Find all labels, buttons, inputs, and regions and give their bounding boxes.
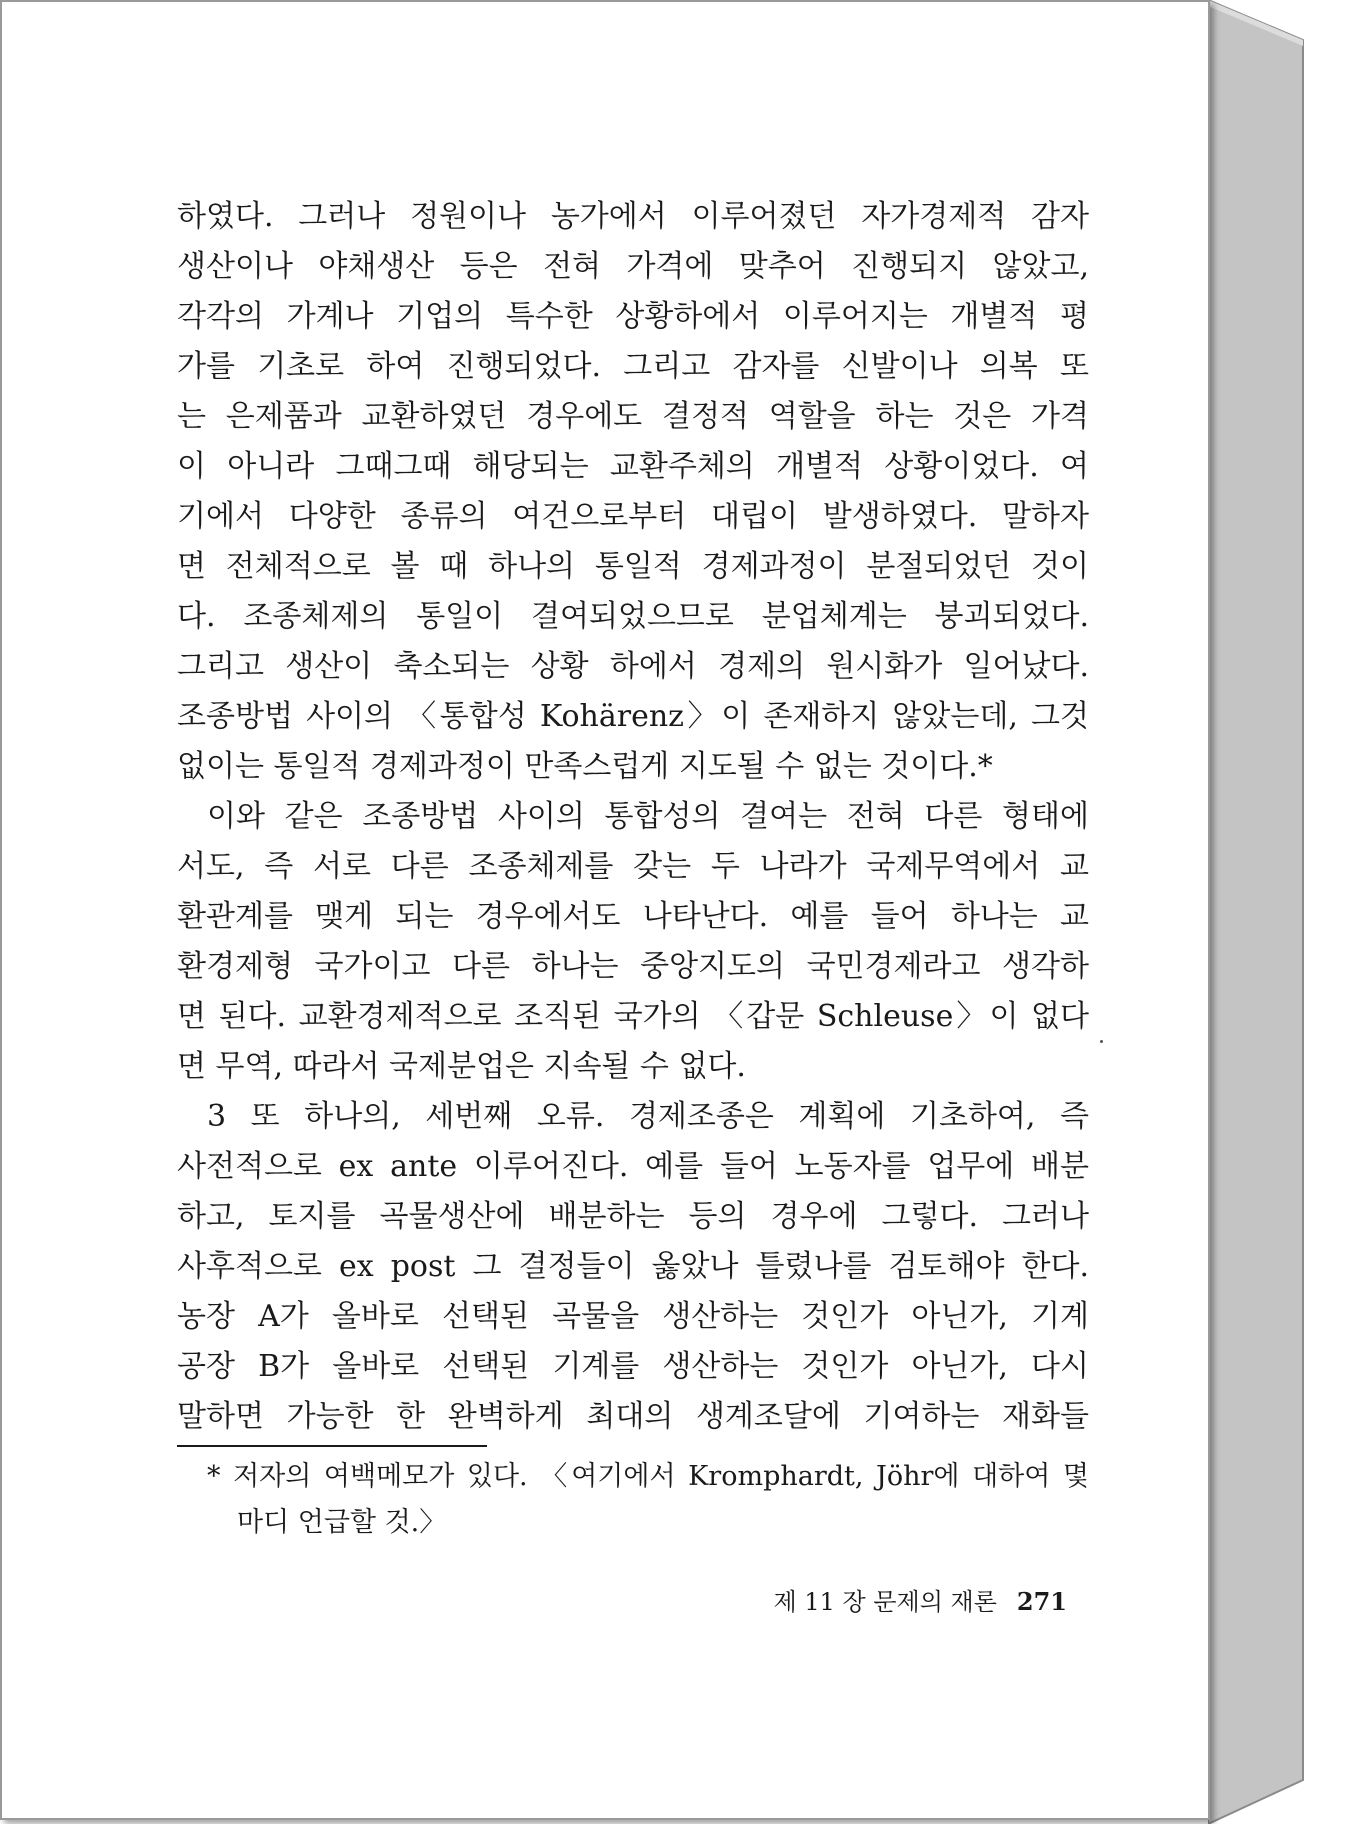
page-footer: [737, 1582, 1067, 1617]
body-line: 기에서 다양한 종류의 여건으로부터 대립이 발생하였다. 말하자: [177, 499, 1089, 534]
body-line: 다. 조종체제의 통일이 결여되었으므로 분업체계는 붕괴되었다.: [177, 599, 1089, 634]
book-spine: [1208, 0, 1368, 1824]
body-line: 이 아니라 그때그때 해당되는 교환주체의 개별적 상황이었다. 여: [177, 449, 1089, 484]
footnote: [207, 1454, 1089, 1546]
body-line: 사후적으로 ex post 그 결정들이 옳았나 틀렸나를 검토해야 한다.: [177, 1249, 1089, 1284]
body-line: 면 된다. 교환경제적으로 조직된 국가의 〈갑문 Schleuse〉이 없다: [177, 999, 1089, 1034]
body-line: 는 은제품과 교환하였던 경우에도 결정적 역할을 하는 것은 가격: [177, 399, 1089, 434]
body-line: 조종방법 사이의 〈통합성 Kohärenz〉이 존재하지 않았는데, 그것: [177, 699, 1089, 734]
body-line: 가를 기초로 하여 진행되었다. 그리고 감자를 신발이나 의복 또: [177, 349, 1089, 384]
speck-mark: [1100, 1040, 1103, 1043]
body-line: 하고, 토지를 곡물생산에 배분하는 등의 경우에 그렇다. 그러나: [177, 1199, 1089, 1234]
body-line: 사전적으로 ex ante 이루어진다. 예를 들어 노동자를 업무에 배분: [177, 1149, 1089, 1184]
body-line: 없이는 통일적 경제과정이 만족스럽게 지도될 수 없는 것이다.*: [177, 749, 993, 784]
body-line: 면 무역, 따라서 국제분업은 지속될 수 없다.: [177, 1049, 746, 1084]
footnote-divider: [177, 1445, 487, 1447]
running-footer-chapter: 제 11 장 문제의 재론: [773, 1588, 997, 1616]
footnote-line: 마디 언급할 것.〉: [237, 1507, 447, 1538]
body-line: 이와 같은 조종방법 사이의 통합성의 결여는 전혀 다른 형태에: [207, 799, 1089, 834]
body-line: 말하면 가능한 한 완벽하게 최대의 생계조달에 기여하는 재화들: [177, 1399, 1089, 1434]
body-text: [177, 192, 1089, 1442]
body-line: 서도, 즉 서로 다른 조종체제를 갖는 두 나라가 국제무역에서 교: [177, 849, 1089, 884]
body-line: 농장 A가 올바로 선택된 곡물을 생산하는 것인가 아닌가, 기계: [177, 1299, 1089, 1334]
body-line: 생산이나 야채생산 등은 전혀 가격에 맞추어 진행되지 않았고,: [177, 249, 1089, 284]
section-3-line: 3 또 하나의, 세번째 오류. 경제조종은 계획에 기초하여, 즉: [207, 1099, 1089, 1134]
body-line: 환경제형 국가이고 다른 하나는 중앙지도의 국민경제라고 생각하: [177, 949, 1089, 984]
body-line: 하였다. 그러나 정원이나 농가에서 이루어졌던 자가경제적 감자: [177, 199, 1089, 234]
body-line: 공장 B가 올바로 선택된 기계를 생산하는 것인가 아닌가, 다시: [177, 1349, 1089, 1384]
body-line: 각각의 가계나 기업의 특수한 상황하에서 이루어지는 개별적 평: [177, 299, 1089, 334]
page-number: 271: [1016, 1587, 1067, 1616]
body-line: 환관계를 맺게 되는 경우에서도 나타난다. 예를 들어 하나는 교: [177, 899, 1089, 934]
body-line: 그리고 생산이 축소되는 상황 하에서 경제의 원시화가 일어났다.: [177, 649, 1089, 684]
body-line: 면 전체적으로 볼 때 하나의 통일적 경제과정이 분절되었던 것이: [177, 549, 1089, 584]
footnote-line: * 저자의 여백메모가 있다. 〈여기에서 Kromphardt, Jöhr에 대하여 몇: [207, 1461, 1089, 1492]
